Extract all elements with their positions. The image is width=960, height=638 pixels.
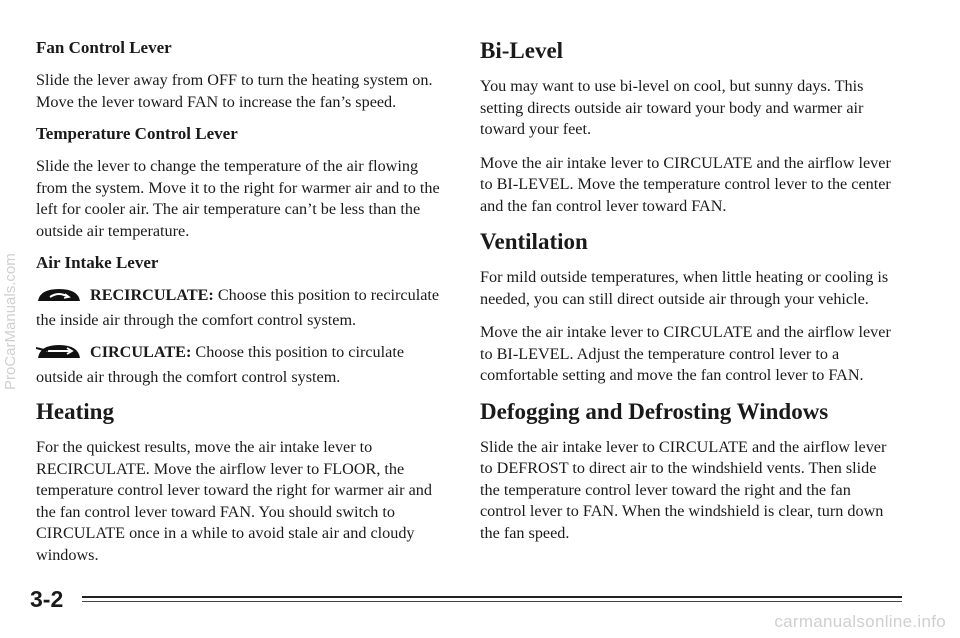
defogging-heading: Defogging and Defrosting Windows [480, 398, 829, 424]
bilevel-text-1: You may want to use bi-level on cool, but sunny days. This setting directs outside air toward your body and warmer air toward your feet. [480, 77, 864, 138]
ventilation-text-1: For mild outside temperatures, when little heating or cooling is needed, you can still direct outside air through your vehicle. [480, 268, 889, 308]
recirculate-text: Choose this position to recirculate the inside air through the comfort control system. [36, 286, 440, 329]
circulate-icon [36, 342, 82, 367]
ventilation-heading: Ventilation [480, 229, 588, 254]
side-watermark [2, 240, 24, 390]
circulate-text: Choose this position to circulate outside air through the comfort control system. [36, 343, 405, 386]
bilevel-heading: Bi-Level [480, 38, 564, 63]
recirculate-icon [36, 287, 82, 310]
circulate-paragraph [36, 342, 446, 388]
heating-heading: Heating [36, 399, 114, 424]
heating-text: For the quickest results, move the air intake lever to RECIRCULATE. Move the airflow lever to FLOOR, the temperature control lever toward the right for warmer air and the fan control lever toward FAN. You should switch to CIRCULATE once in a while to avoid stale air and cloudy windows. [36, 438, 432, 564]
recirculate-label: RECIRCULATE: [90, 286, 214, 304]
temperature-control-text: Slide the lever to change the temperature of the air flowing from the system. Move it to the right for warmer air and to the left for cooler air. The air temperature can’t be less than the outside air temperature. [36, 157, 440, 240]
page-number: 3-2 [30, 586, 64, 612]
bottom-watermark: carmanualsonline.info [774, 612, 946, 631]
footer-rule-thin [82, 601, 902, 602]
left-column [36, 38, 446, 577]
bilevel-text-2: Move the air intake lever to CIRCULATE and the airflow lever to BI-LEVEL. Move the temperature control lever to the center and the fan control lever toward FAN. [480, 153, 891, 215]
right-column [480, 38, 900, 556]
fan-control-text: Slide the lever away from OFF to turn the heating system on. Move the lever toward FAN to increase the fan’s speed. [36, 71, 433, 111]
circulate-label: CIRCULATE: [90, 343, 192, 361]
recirculate-paragraph [36, 285, 446, 331]
ventilation-text-2: Move the air intake lever to CIRCULATE and the airflow lever to BI-LEVEL. Adjust the temperature control lever to a comfortable setting and move the fan control lever to FAN. [480, 323, 891, 384]
air-intake-heading: Air Intake Lever [36, 253, 159, 272]
temperature-control-heading: Temperature Control Lever [36, 124, 238, 143]
footer-rule [82, 596, 902, 598]
side-watermark-text: ProCarManuals.com [2, 253, 19, 390]
defogging-text: Slide the air intake lever to CIRCULATE and the airflow lever to DEFROST to direct air to the windshield vents. Then slide the temperature control lever toward the right and the fan control lever to FAN. When the windshield is clear, turn down the fan speed. [480, 437, 887, 542]
fan-control-heading: Fan Control Lever [36, 38, 172, 57]
